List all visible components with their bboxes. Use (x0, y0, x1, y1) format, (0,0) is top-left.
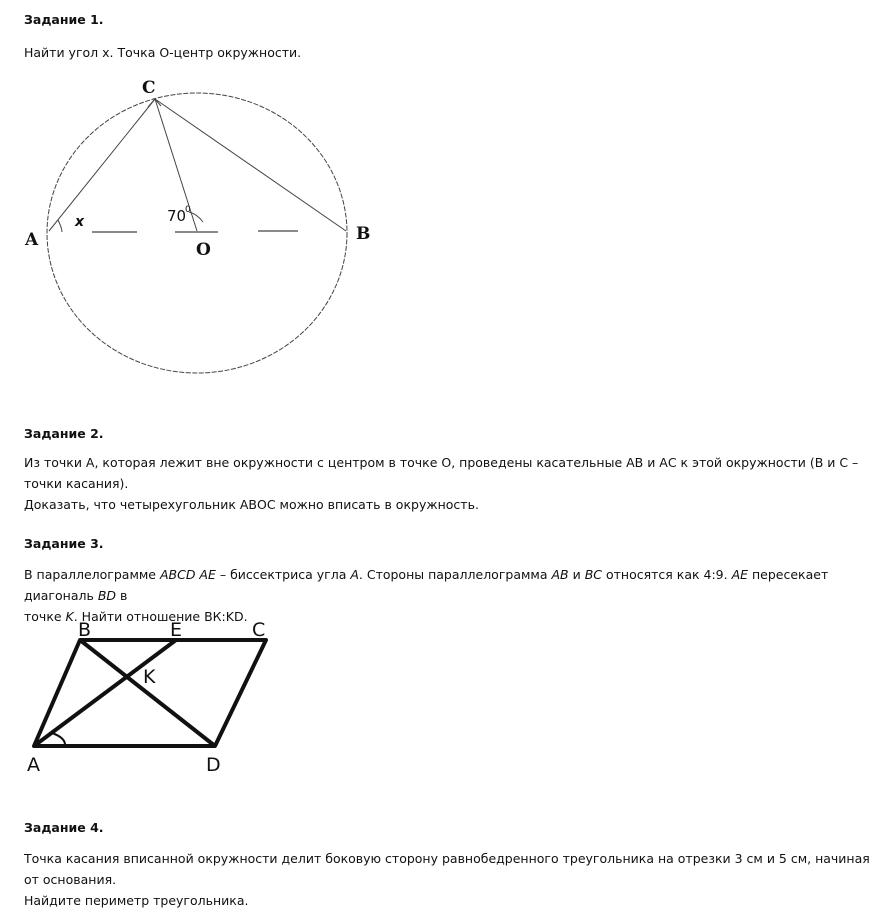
task3-text-part: точке (24, 609, 66, 624)
task3-text-part: . Найти отношение ВК:KD. (73, 609, 248, 624)
label-k: K (143, 666, 156, 688)
task3-text-part: в (116, 588, 128, 603)
task3-text-italic: BD (97, 588, 117, 603)
task4-title: Задание 4. (24, 820, 104, 835)
task3-title: Задание 3. (24, 536, 104, 551)
task3-text-italic: AE (731, 567, 749, 582)
label-c: C (252, 619, 266, 641)
label-d: D (206, 754, 221, 776)
label-o: O (196, 240, 211, 260)
diagonal-bd (80, 640, 215, 746)
task3-text-part: В параллелограмме (24, 567, 160, 582)
label-a: A (25, 230, 39, 250)
label-c: C (142, 78, 156, 98)
task3-text-italic: AB (551, 567, 569, 582)
label-degree: 0 (185, 205, 191, 215)
task4-line2: Найдите периметр треугольника. (24, 893, 249, 908)
label-b: B (78, 619, 92, 641)
label-b: B (356, 224, 371, 244)
task3-text-italic: A (350, 567, 359, 582)
task4-line1: Точка касания вписанной окружности делит боковую сторону равнобедренного треугольника на отрезки 3 см и 5 см, начиная от основания. (24, 851, 870, 887)
task3-text-part: . Стороны параллелограмма (358, 567, 552, 582)
task3-text-part: – биссектриса угла (215, 567, 351, 582)
task2-title: Задание 2. (24, 426, 104, 441)
label-angle-70: 70 (167, 207, 187, 225)
label-e: E (170, 619, 183, 641)
task2-line2: Доказать, что четырехугольник АВОС можно вписать в окружность. (24, 497, 479, 512)
task2-line1: Из точки А, которая лежит вне окружности с центром в точке О, проведены касательные АВ и АС к этой окружности (В и С – точки касания). (24, 455, 859, 491)
task1-title: Задание 1. (24, 12, 104, 27)
task3-text-part: пересекает диагональ (24, 567, 829, 603)
task1-text: Найти угол x. Точка О-центр окружности. (24, 45, 302, 60)
task4-text (24, 848, 884, 911)
task3-text-italic: K (65, 609, 74, 624)
task3-text-part: и (568, 567, 585, 582)
task3-text-italic: BC (584, 567, 603, 582)
label-a: A (27, 754, 40, 776)
label-x: x (75, 214, 85, 230)
task3-text-italic: ABCD AE (159, 567, 216, 582)
task3-text-part: относятся как 4:9. (602, 567, 732, 582)
